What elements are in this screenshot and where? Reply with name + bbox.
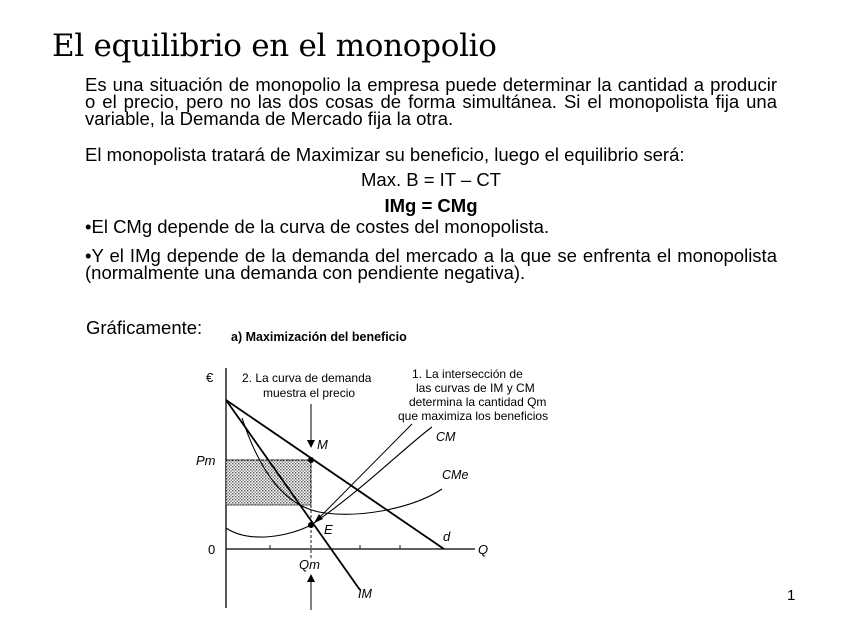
slide-title: El equilibrio en el monopolio [52, 28, 497, 64]
annotation-intersection-line-2: las curvas de IM y CM [416, 381, 535, 395]
paragraph-1: Es una situación de monopolio la empresa puede determinar la cantidad a producir o el precio, pero no las dos cosas de forma simultánea. Si el monopolista fija una variable, la Demanda de Mercado fija la otra. [85, 74, 777, 129]
marginal-cost-label: CM [436, 430, 456, 444]
annotation-demand-line-1: 2. La curva de demanda [242, 371, 372, 385]
bullet-1: •El CMg depende de la curva de costes del monopolista. [85, 216, 550, 237]
annotation-demand-line-2: muestra el precio [263, 386, 356, 400]
annotation-intersection-line-3: determina la cantidad Qm [409, 395, 547, 409]
formula-profit: Max. B = IT – CT [361, 169, 501, 190]
annotation-intersection-line-1: 1. La intersección de [412, 367, 523, 381]
annotation-demand-arrowhead [307, 440, 315, 448]
y-axis-label: € [206, 370, 214, 385]
price-label: Pm [196, 453, 216, 468]
point-e-label: E [324, 522, 333, 537]
average-cost-label: CMe [442, 468, 469, 482]
bullet-2: •Y el IMg depende de la demanda del mercado a la que se enfrenta el monopolista (normalmente una demanda con pendiente negativa). [85, 245, 777, 283]
point-m [308, 457, 314, 463]
formula-equilibrium: IMg = CMg [384, 195, 478, 216]
x-axis-label: Q [478, 542, 489, 557]
demand-label: d [443, 529, 451, 544]
annotation-intersection-line-4: que maximiza los beneficios [398, 409, 549, 423]
monopoly-figure [190, 322, 600, 612]
point-e [308, 522, 314, 528]
page-number: 1 [787, 587, 796, 604]
marginal-revenue-label: IM [358, 587, 372, 601]
quantity-label: Qm [299, 557, 320, 572]
figure-title: a) Maximización del beneficio [231, 330, 407, 344]
quantity-arrowhead [307, 574, 315, 582]
point-m-label: M [317, 437, 328, 452]
origin-label: 0 [208, 542, 216, 557]
paragraph-2: El monopolista tratará de Maximizar su beneficio, luego el equilibrio será: [85, 144, 685, 165]
graph-intro: Gráficamente: [86, 317, 203, 338]
profit-area [226, 460, 311, 505]
